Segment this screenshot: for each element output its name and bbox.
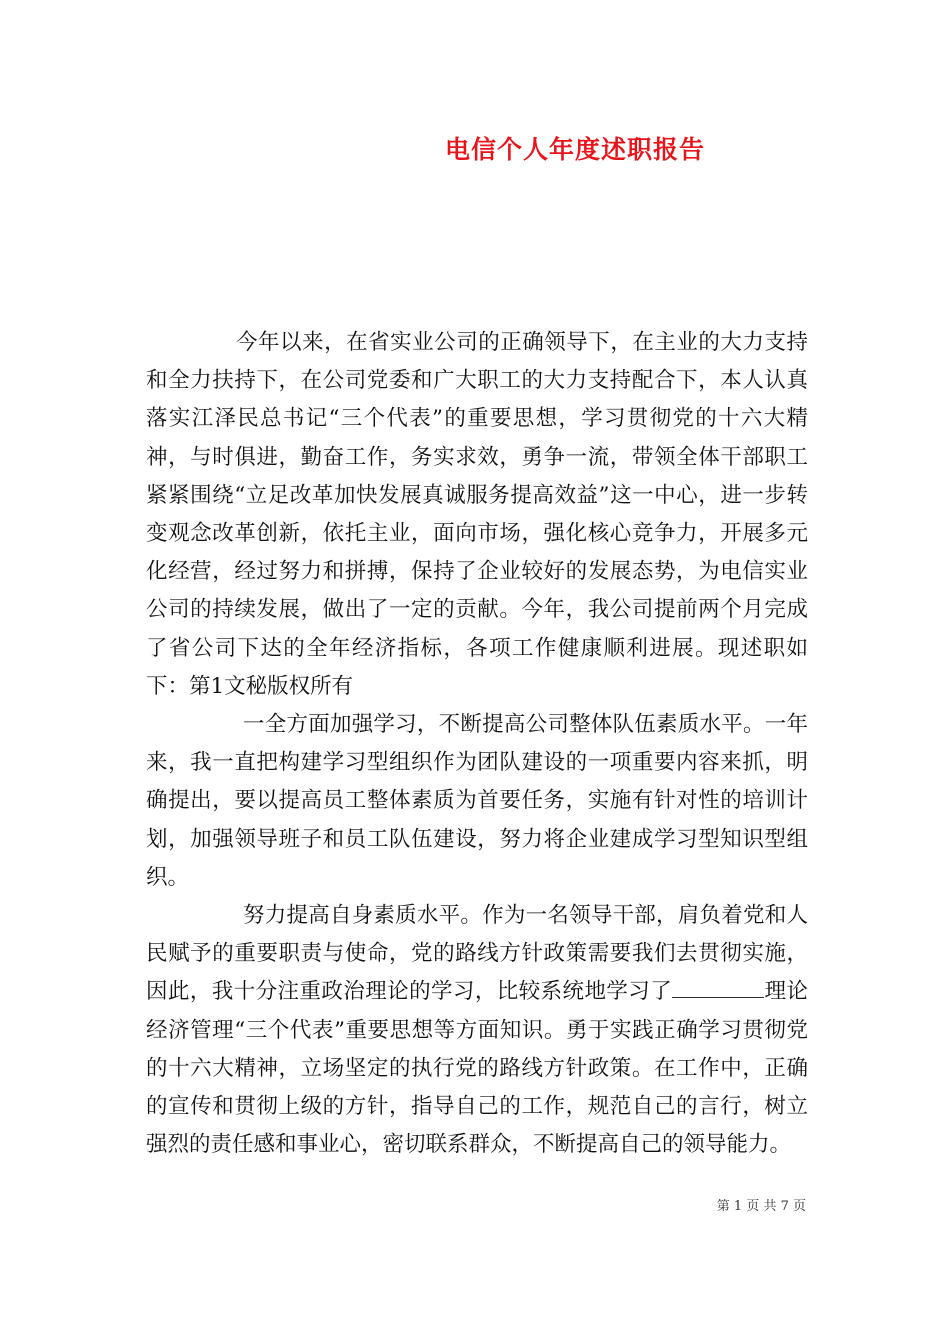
paragraph-intro: 今年以来，在省实业公司的正确领导下，在主业的大力支持和全力扶持下，在公司党委和广大职工的大力支持配合下，本人认真落实江泽民总书记“三个代表”的重要思想，学习贯彻党的十六大精神，与时俱进，勤奋工作，务实求效，勇争一流，带领全体干部职工紧紧围绕“立足改革加快发展真诚服务提高效益”这一中心，进一步转变观念改革创新，依托主业，面向市场，强化核心竞争力，开展多元化经营，经过努力和拼搏，保持了企业较好的发展态势，为电信实业公司的持续发展，做出了一定的贡献。今年，我公司提前两个月完成了省公司下达的全年经济指标，各项工作健康顺利进展。现述职如下：第1文秘版权所有 [146,330,808,699]
fill-in-blank [672,981,764,998]
paragraph-text-before-blank: 努力提高自身素质水平。作为一名领导干部，肩负着党和人民赋予的重要职责与使命，党的路线方针政策需要我们去贯彻实施，因此，我十分注重政治理论的学习，比较系统地学习了 [146,903,808,1005]
paragraph-learning: 一全方面加强学习，不断提高公司整体队伍素质水平。一年来，我一直把构建学习型组织作为团队建设的一项重要内容来抓，明确提出，要以提高员工整体素质为首要任务，实施有针对性的培训计划，加强领导班子和员工队伍建设，努力将企业建成学习型知识型组织。 [146,712,808,890]
paragraph-self-improvement [146,897,808,1164]
page-number: 第 1 页 共 7 页 [716,1199,806,1214]
document-body [146,324,808,1164]
paragraph-text-after-blank: 理论经济管理“三个代表”重要思想等方面知识。勇于实践正确学习贯彻党的十六大精神，立场坚定的执行党的路线方针政策。在工作中，正确的宣传和贯彻上级的方针，指导自己的工作，规范自己的言行，树立强烈的责任感和事业心，密切联系群众，不断提高自己的领导能力。 [146,979,808,1158]
document-title: 电信个人年度述职报告 [444,135,705,164]
